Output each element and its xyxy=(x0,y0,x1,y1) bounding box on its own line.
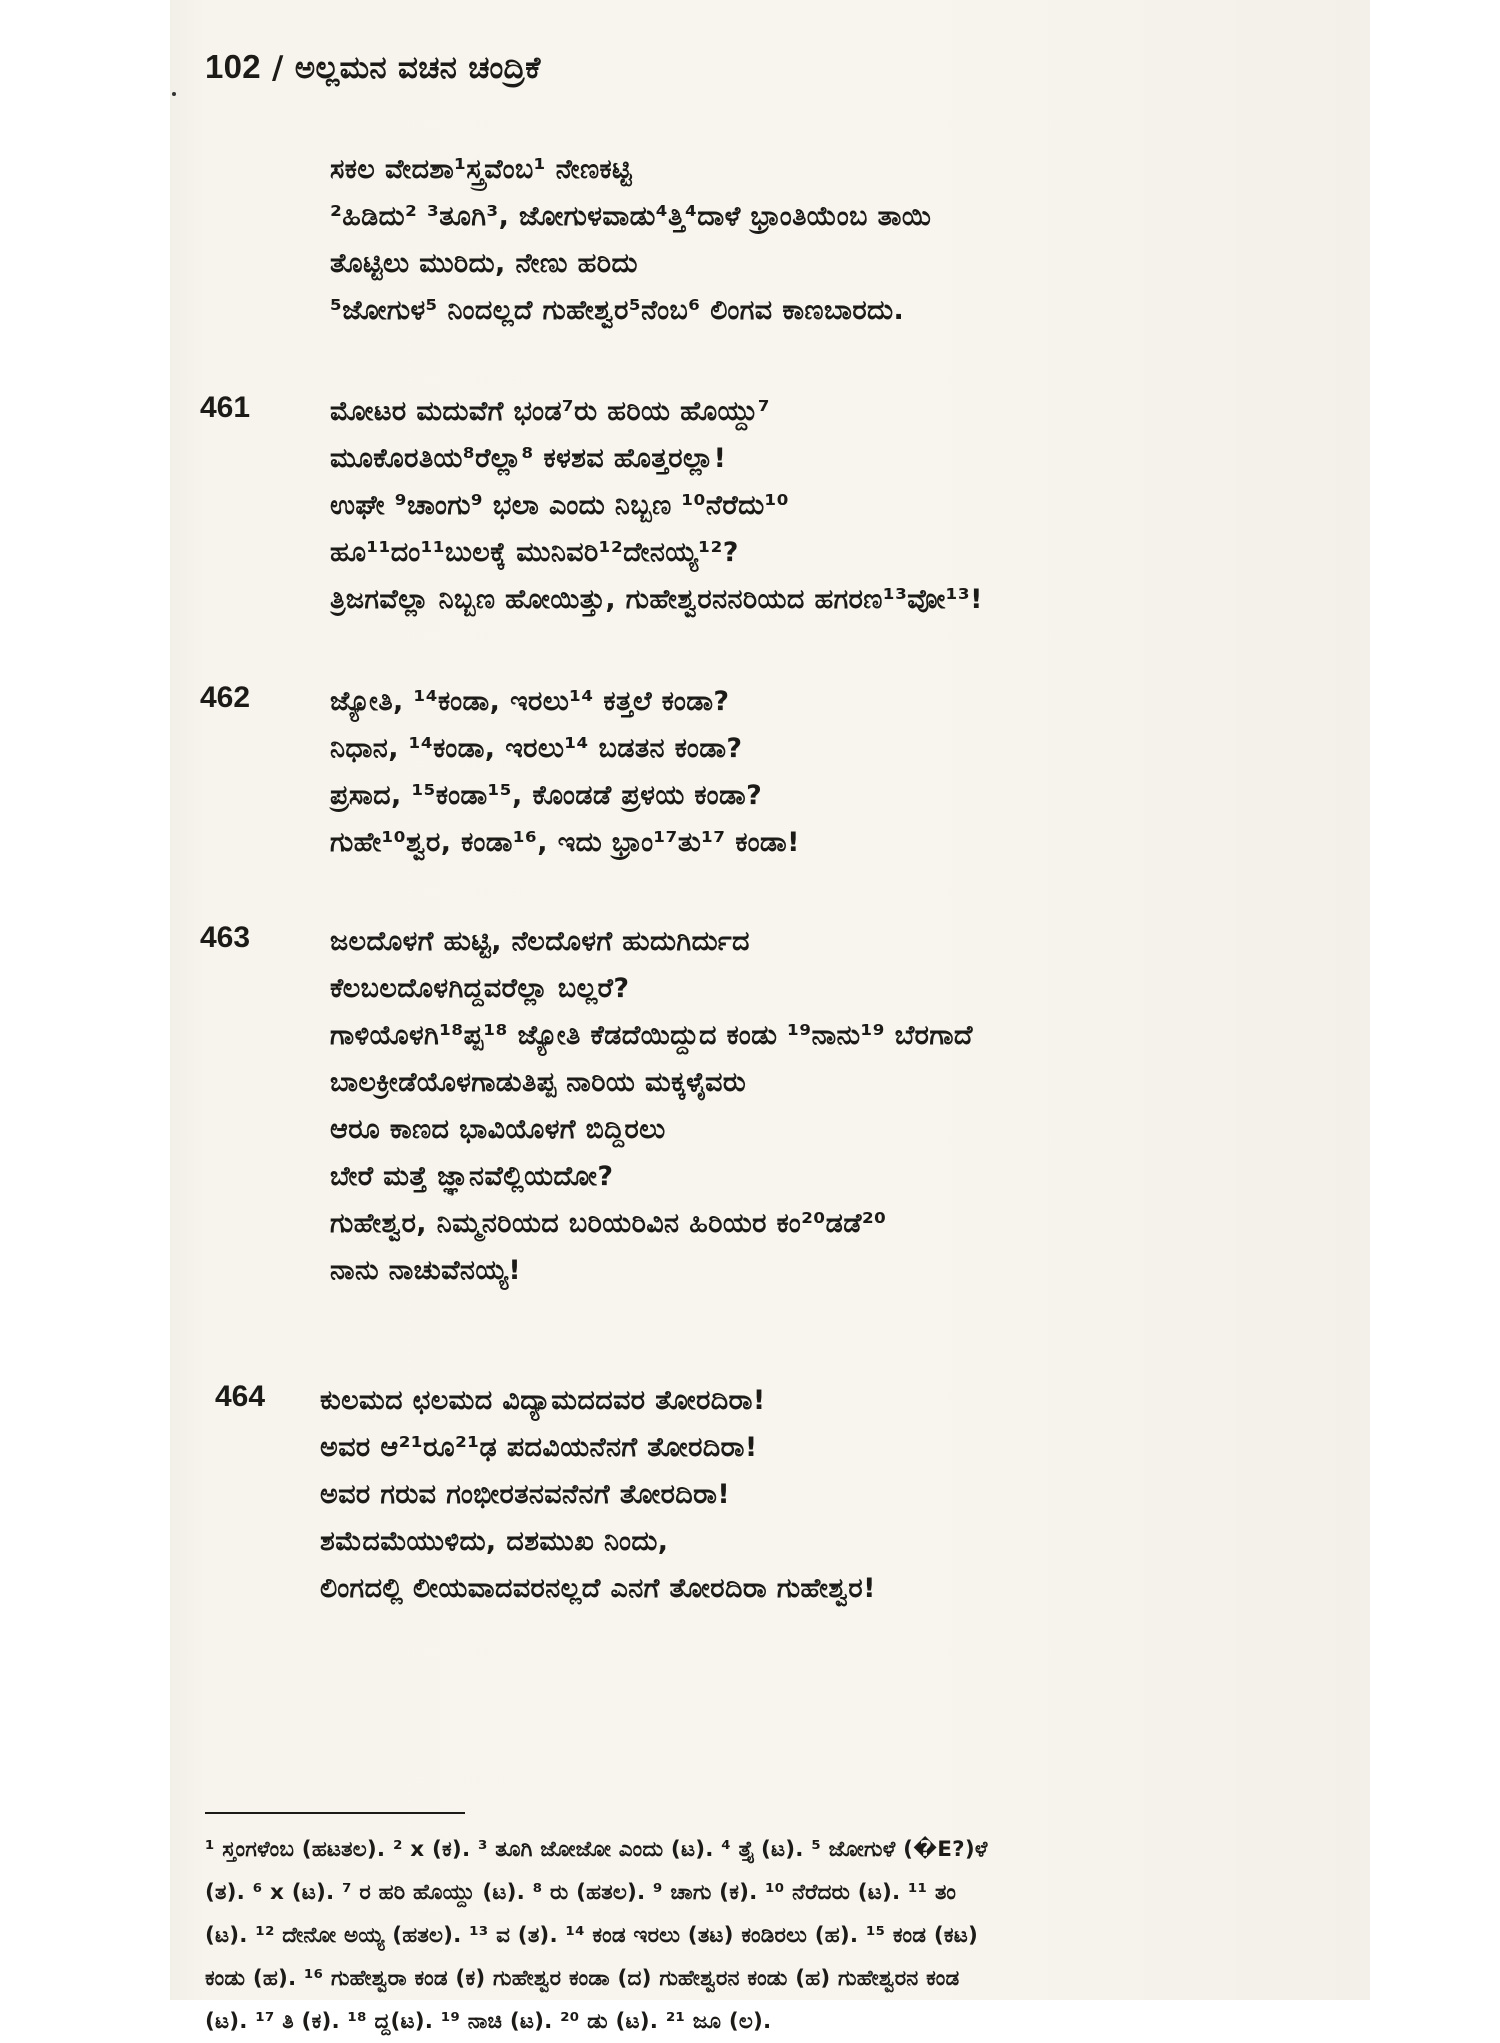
verse-line: ಸಕಲ ವೇದಶಾ¹ಸ್ತ್ರವೆಂಬ¹ ನೇಣಕಟ್ಟಿ xyxy=(330,154,633,185)
verse-line: ಗಾಳಿಯೊಳಗಿ¹⁸ಪ್ಪ¹⁸ ಜ್ಯೋತಿ ಕೆಡದೆಯಿದ್ದುದ ಕಂಡು ¹⁹ನಾನು¹⁹ ಬೆರಗಾದೆ xyxy=(330,1020,973,1051)
verse-line: ಆರೂ ಕಾಣದ ಭಾವಿಯೊಳಗೆ ಬಿದ್ದಿರಲು xyxy=(330,1114,666,1145)
verse-line: ಗುಹೇಶ್ವರ, ನಿಮ್ಮನರಿಯದ ಬರಿಯರಿವಿನ ಹಿರಿಯರ ಕಂ²⁰ಡಡೆ²⁰ xyxy=(330,1208,887,1239)
footnote-rule xyxy=(205,1812,465,1814)
running-header xyxy=(205,48,541,87)
footnotes xyxy=(205,1828,1315,2043)
vachana-number: 462 xyxy=(200,681,251,714)
footnote-line: ¹ ಸ್ತಂಗಳೆಂಬ (ಹಟತಲ). ² x (ಕ). ³ ತೂಗಿ ಜೋಜೋ ಎಂದು (ಟ). ⁴ ತ್ತೈ (ಟ). ⁵ ಜೋಗುಳೆ (�E?)ಳೆ xyxy=(205,1837,988,1862)
vachana-number: 461 xyxy=(200,391,251,424)
verse-line: ಬಾಲಕ್ರೀಡೆಯೊಳಗಾಡುತಿಪ್ಪ ನಾರಿಯ ಮಕ್ಕಳೈವರು xyxy=(330,1067,747,1098)
verse-line: ²ಹಿಡಿದು² ³ತೂಗಿ³, ಜೋಗುಳವಾಡು⁴ತ್ತಿ⁴ದಾಳೆ ಭ್ರಾಂತಿಯೆಂಬ ತಾಯಿ xyxy=(330,201,932,232)
verse-line: ಗುಹೇ¹⁰ಶ್ವರ, ಕಂಡಾ¹⁶, ಇದು ಭ್ರಾಂ¹⁷ತು¹⁷ ಕಂಡಾ! xyxy=(330,827,800,858)
verse-line: ಅವರ ಗರುವ ಗಂಭೀರತನವನೆನಗೆ ತೋರದಿರಾ! xyxy=(320,1479,731,1510)
verse-line: ಕೆಲಬಲದೊಳಗಿದ್ದವರೆಲ್ಲಾ ಬಲ್ಲರೆ? xyxy=(330,973,630,1004)
footnote-line: ಕಂಡು (ಹ). ¹⁶ ಗುಹೇಶ್ವರಾ ಕಂಡ (ಕ) ಗುಹೇಶ್ವರ ಕಂಡಾ (ದ) ಗುಹೇಶ್ವರನ ಕಂಡು (ಹ) ಗುಹೇಶ್ವರನ ಕಂಡ xyxy=(205,1966,960,1991)
verse-line: ಹೂ¹¹ದಂ¹¹ಬುಲಕ್ಕೆ ಮುನಿವರಿ¹²ದೇನಯ್ಯ¹²? xyxy=(330,537,739,568)
verse-line: ತ್ರಿಜಗವೆಲ್ಲಾ ನಿಬ್ಬಣ ಹೋಯಿತ್ತು, ಗುಹೇಶ್ವರನನರಿಯದ ಹಗರಣ¹³ವೋ¹³! xyxy=(330,584,983,615)
verse-line: ಉಘೇ ⁹ಚಾಂಗು⁹ ಭಲಾ ಎಂದು ನಿಬ್ಬಣ ¹⁰ನೆರೆದು¹⁰ xyxy=(330,490,789,521)
verse-line: ⁵ಜೋಗುಳ⁵ ನಿಂದಲ್ಲದೆ ಗುಹೇಶ್ವರ⁵ನೆಂಬ⁶ ಲಿಂಗವ ಕಾಣಬಾರದು. xyxy=(330,295,905,326)
footnote-line: (ಟ). ¹² ದೇನೋ ಅಯ್ಯ (ಹತಲ). ¹³ ವ (ತ). ¹⁴ ಕಂಡ ಇರಲು (ತಟ) ಕಂಡಿರಲು (ಹ). ¹⁵ ಕಂಡ (ಕಟ) xyxy=(205,1923,979,1948)
footnote-line: (ತ). ⁶ x (ಟ). ⁷ ರ ಹರಿ ಹೊಯ್ದು (ಟ). ⁸ ರು (ಹತಲ). ⁹ ಚಾಗು (ಕ). ¹⁰ ನೆರೆದರು (ಟ). ¹¹ ತಂ xyxy=(205,1880,957,1905)
verse-line: ಅವರ ಆ²¹ರೂ²¹ಢ ಪದವಿಯನೆನಗೆ ತೋರದಿರಾ! xyxy=(320,1432,758,1463)
verse-line: ಮೂಕೊರತಿಯ⁸ರೆಲ್ಲಾ⁸ ಕಳಶವ ಹೊತ್ತರಲ್ಲಾ! xyxy=(330,443,727,474)
page-number: 102 xyxy=(205,48,261,85)
verse-line: ಜ್ಯೋತಿ, ¹⁴ಕಂಡಾ, ಇರಲು¹⁴ ಕತ್ತಲೆ ಕಂಡಾ? xyxy=(330,686,730,717)
verse-line: ತೊಟ್ಟಿಲು ಮುರಿದು, ನೇಣು ಹರಿದು xyxy=(330,248,638,279)
vachana-number: 464 xyxy=(215,1380,266,1413)
verse-line: ಕುಲಮದ ಛಲಮದ ವಿದ್ಯಾಮದದವರ ತೋರದಿರಾ! xyxy=(320,1385,766,1416)
verse-line: ಬೇರೆ ಮತ್ತೆ ಜ್ಞಾನವೆಲ್ಲಿಯದೋ? xyxy=(330,1161,614,1192)
book-title: / ಅಲ್ಲಮನ ವಚನ ಚಂದ್ರಿಕೆ xyxy=(260,50,541,86)
verse-line: ಶಮೆದಮೆಯುಳಿದು, ದಶಮುಖ ನಿಂದು, xyxy=(320,1526,669,1557)
vachana-number: 463 xyxy=(200,921,251,954)
print-speck xyxy=(172,92,176,96)
verse-line: ಮೋಟರ ಮದುವೆಗೆ ಭಂಡ⁷ರು ಹರಿಯ ಹೊಯ್ದು⁷ xyxy=(330,396,771,427)
verse-line: ಲಿಂಗದಲ್ಲಿ ಲೀಯವಾದವರನಲ್ಲದೆ ಎನಗೆ ತೋರದಿರಾ ಗುಹೇಶ್ವರ! xyxy=(320,1573,876,1604)
verse-line: ಪ್ರಸಾದ, ¹⁵ಕಂಡಾ¹⁵, ಕೊಂಡಡೆ ಪ್ರಳಯ ಕಂಡಾ? xyxy=(330,780,763,811)
verse-line: ಜಲದೊಳಗೆ ಹುಟ್ಟಿ, ನೆಲದೊಳಗೆ ಹುದುಗಿರ್ದುದ xyxy=(330,926,750,957)
verse-line: ನಿಧಾನ, ¹⁴ಕಂಡಾ, ಇರಲು¹⁴ ಬಡತನ ಕಂಡಾ? xyxy=(330,733,743,764)
verse-line: ನಾನು ನಾಚುವೆನಯ್ಯ! xyxy=(330,1255,522,1286)
footnote-line: (ಟ). ¹⁷ ತಿ (ಕ). ¹⁸ ದ್ದ(ಟ). ¹⁹ ನಾಚಿ (ಟ). ²⁰ ಡು (ಟ). ²¹ ಜೂ (ಲ). xyxy=(205,2009,772,2034)
